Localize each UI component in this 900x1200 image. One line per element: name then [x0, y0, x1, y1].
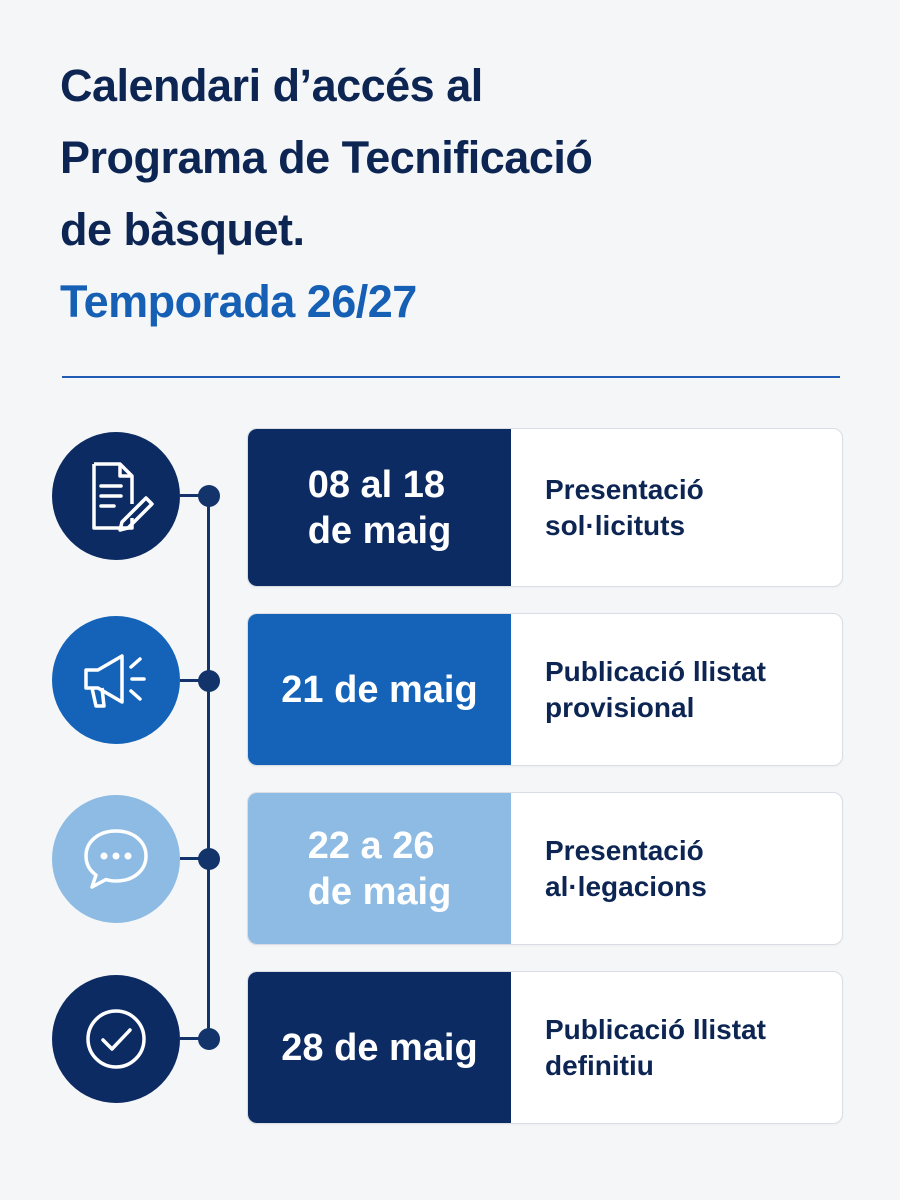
- title-divider: [62, 376, 840, 378]
- step-2-description-line-1: Publicació llistat: [545, 655, 766, 687]
- step-4-description-line-2: definitiu: [545, 1049, 654, 1081]
- step-3-description: [511, 793, 842, 944]
- step-2-timeline-dot: [198, 670, 220, 692]
- title-line-2: Programa de Tecnificació: [60, 132, 593, 183]
- step-3-description-line-2: al·legacions: [545, 870, 707, 902]
- chat-bubble-icon: [76, 819, 156, 899]
- step-1-timeline-dot: [198, 485, 220, 507]
- megaphone-icon: [76, 640, 156, 720]
- page-title: [60, 50, 860, 338]
- season-subtitle: Temporada 26/27: [60, 276, 417, 327]
- step-3-date-line-1: 22 a 26: [307, 824, 435, 867]
- check-circle-icon: [76, 999, 156, 1079]
- step-4-description: [511, 972, 842, 1123]
- step-3-timeline-dot: [198, 848, 220, 870]
- step-1-date: [248, 429, 511, 586]
- step-1-description: [511, 429, 842, 586]
- step-4-date-line-1: 28 de maig: [281, 1026, 478, 1069]
- step-1-date-line-2: de maig: [307, 509, 452, 552]
- step-4-icon-circle: [52, 975, 180, 1103]
- title-line-1: Calendari d’accés al: [60, 60, 483, 111]
- step-1-date-line-1: 08 al 18: [307, 463, 446, 506]
- step-3-icon-circle: [52, 795, 180, 923]
- step-3-date: [248, 793, 511, 944]
- document-edit-icon: [76, 456, 156, 536]
- step-2-date-line-1: 21 de maig: [281, 668, 478, 711]
- step-2-description-line-2: provisional: [545, 691, 695, 723]
- step-1-description-line-2: sol·licituts: [545, 509, 686, 541]
- step-2-card: [247, 613, 843, 766]
- step-1-card: [247, 428, 843, 587]
- step-4-timeline-dot: [198, 1028, 220, 1050]
- step-1-icon-circle: [52, 432, 180, 560]
- step-1-description-line-1: Presentació: [545, 473, 704, 505]
- step-4-card: [247, 971, 843, 1124]
- step-4-date: [248, 972, 511, 1123]
- title-line-3: de bàsquet.: [60, 204, 305, 255]
- step-2-date: [248, 614, 511, 765]
- step-3-date-line-2: de maig: [307, 870, 452, 913]
- step-2-icon-circle: [52, 616, 180, 744]
- step-4-description-line-1: Publicació llistat: [545, 1013, 766, 1045]
- step-2-description: [511, 614, 842, 765]
- step-3-description-line-1: Presentació: [545, 834, 704, 866]
- step-3-card: [247, 792, 843, 945]
- timeline-line: [207, 495, 210, 1040]
